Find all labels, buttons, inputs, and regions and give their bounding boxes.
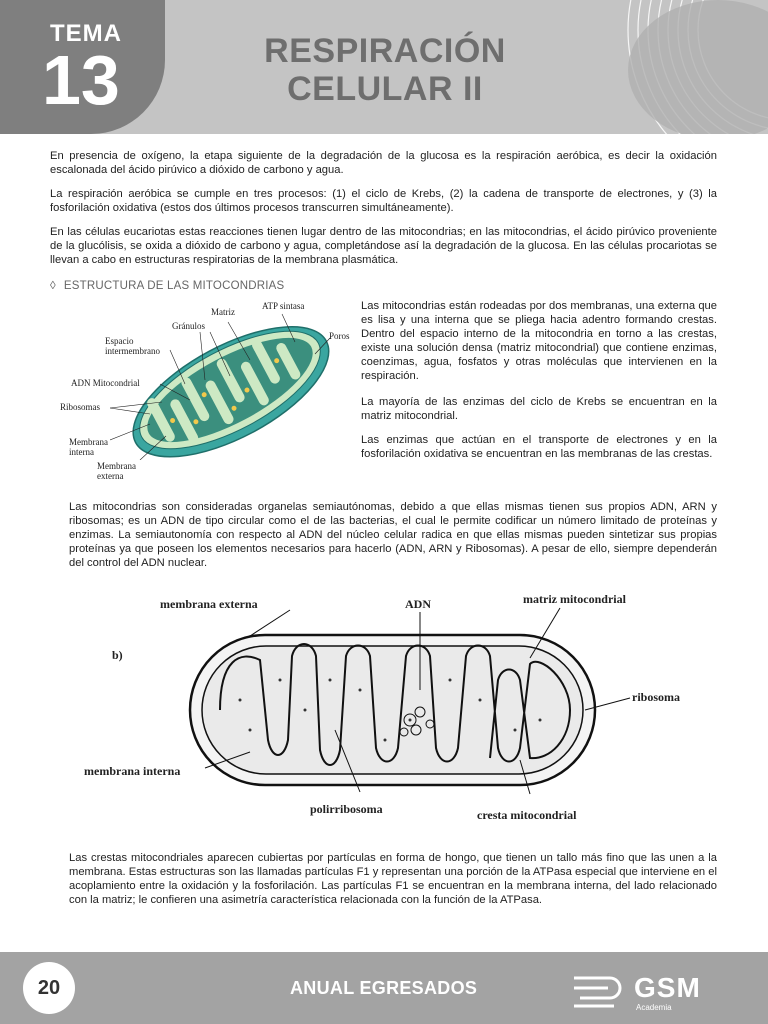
right-paragraph-3: Las enzimas que actúan en el transporte de electrones y en la fosforilación oxidativa se encuentran en las membranas de las crestas. (361, 434, 717, 460)
fig1-label-membrana-externa: Membrana externa (97, 461, 136, 481)
mitochondria-diagram-color (110, 310, 350, 460)
paragraph-crestas: Las crestas mitocondriales aparecen cubiertas por partículas en forma de hongo, que tienen un tallo más fino que las unen a la membrana. Estas estructuras son las llamadas partículas F1 y representan una porción de la ATPasa especial que interviene en el acoplamiento entre la oxidación y la fosforilación. Las partículas F1 se encuentran en la membrana interna, del lado relacionado con la matriz; le confieren una asimetría característica relacionada con la función de la ATPasa. (69, 852, 717, 906)
tema-number: 13 (42, 41, 120, 119)
title-line-1: RESPIRACIÓN (264, 32, 506, 70)
fig1-label-matriz: Matriz (211, 307, 235, 317)
section-heading (50, 280, 284, 292)
tema-label: TEMA (50, 20, 122, 47)
tema-badge (0, 0, 165, 134)
right-paragraph-2: La mayoría de las enzimas del ciclo de Krebs se encuentran en la matriz mitocondrial. (361, 396, 717, 422)
intro-paragraph-2: La respiración aeróbica se cumple en tres procesos: (1) el ciclo de Krebs, (2) la cadena de transporte de electrones, y (3) la fosforilación oxidativa (estos dos últimos procesos transcurren simultáneamente). (50, 188, 717, 214)
title-line-2: CELULAR II (287, 70, 483, 108)
fig2-label-ribosoma: ribosoma (632, 690, 680, 704)
page-header (0, 0, 768, 134)
paragraph-semiautonomas: Las mitocondrias son consideradas organelas semiautónomas, debido a que ellas mismas tienen sus propios ADN, ARN y ribosomas; es un ADN de tipo circular como el de las bacterias, el cual le permite codificar un número limitado de proteínas y enzimas. La semiautonomía con respecto al ADN del núcleo celular radica en que ellas mismas pueden sintetizar sus propias proteínas ya que poseen los elementos necesarios para hacerlo (ADN, ARN y Ribosomas). A pesar de ello, siempre dependerán del control del ADN nuclear. (69, 501, 717, 569)
fig1-label-poros: Poros (329, 331, 350, 341)
fig2-leader-lines (0, 580, 768, 840)
fig2-label-membrana-externa: membrana externa (160, 597, 258, 611)
intro-paragraph-1: En presencia de oxígeno, la etapa siguiente de la degradación de la glucosa es la respiración aeróbica, es decir la oxidación escalonada del ácido pirúvico a dióxido de carbono y agua. (50, 150, 717, 176)
fig1-label-membrana-interna: Membrana interna (69, 437, 108, 457)
fig2-label-polirribosoma: polirribosoma (310, 802, 383, 816)
fig1-label-ribosomas: Ribosomas (60, 402, 101, 412)
section-title: ESTRUCTURA DE LAS MITOCONDRIAS (63, 280, 285, 292)
page-title (200, 32, 570, 108)
footer-title: ANUAL EGRESADOS (290, 978, 478, 998)
fig2-label-matriz: matriz mitocondrial (523, 592, 626, 606)
page-number: 20 (23, 962, 75, 1014)
fig2-label-membrana-interna: membrana interna (84, 764, 181, 778)
fig2-panel-label: b) (112, 648, 123, 662)
intro-paragraph-3: En las células eucariotas estas reacciones tienen lugar dentro de las mitocondrias; en las mitocondrias, el ácido pirúvico proveniente de la glucólisis, se oxida a dióxido de carbono y agua, completándose así la degradación de la glucosa. En las células procariotas se llevan a cabo en estructuras respiratorias de la membrana plasmática. (50, 226, 717, 266)
fig1-label-atp: ATP sintasa (262, 301, 305, 311)
fig2-label-adn: ADN (405, 597, 431, 611)
right-paragraph-1: Las mitocondrias están rodeadas por dos membranas, una externa que es lisa y una interna que se pliega hacia adentro formando crestas. Dentro del espacio interno de la mitocondria en torno a las crestas, existe una solución densa (matriz mitocondrial) que contiene enzimas, coenzimas, agua, fosfatos y otras moléculas que intervienen en la respiración. (361, 300, 717, 382)
gsm-logo-icon (570, 970, 630, 1014)
fig1-label-granulos: Gránulos (172, 321, 205, 331)
diamond-icon: ◊ (50, 280, 56, 292)
fig1-label-adn: ADN Mitocondrial (71, 378, 140, 388)
fig1-label-espacio: Espacio intermembrano (105, 336, 160, 356)
fig2-label-cresta: cresta mitocondrial (477, 808, 577, 822)
gsm-logo-subtitle: Academia (636, 1003, 672, 1012)
gsm-logo-text: GSM (634, 972, 701, 1003)
